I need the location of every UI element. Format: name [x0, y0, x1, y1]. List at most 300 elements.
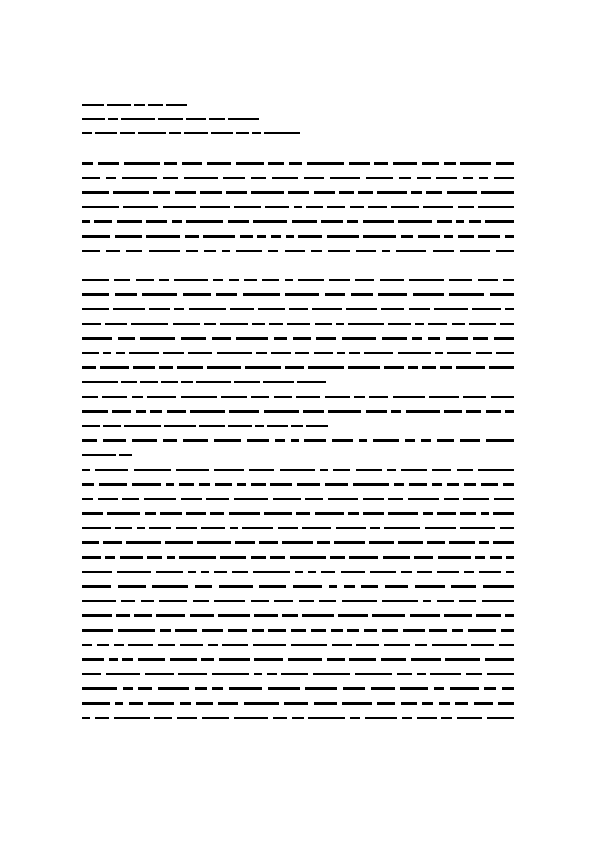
text-word: [302, 527, 331, 530]
text-line: [82, 302, 514, 317]
text-word: [417, 571, 432, 574]
text-word: [140, 381, 158, 384]
text-word: [156, 614, 185, 617]
text-line: [82, 535, 514, 550]
text-word: [228, 220, 249, 223]
text-word: [370, 571, 396, 574]
text-word: [296, 396, 320, 399]
text-word: [423, 206, 453, 209]
text-word: [383, 556, 410, 559]
text-word: [207, 162, 231, 165]
text-word: [132, 439, 157, 442]
text-word: [114, 644, 124, 647]
text-word: [401, 469, 427, 472]
text-word: [369, 541, 394, 544]
text-word: [391, 206, 419, 209]
text-word: [271, 235, 281, 238]
text-word: [82, 425, 100, 428]
text-word: [336, 323, 344, 326]
text-word: [296, 512, 310, 515]
text-word: [437, 220, 452, 223]
text-word: [82, 366, 96, 369]
text-word: [223, 177, 245, 180]
text-word: [432, 469, 451, 472]
text-word: [176, 527, 197, 530]
text-word: [313, 673, 350, 676]
text-word: [82, 541, 99, 544]
paragraph: [82, 462, 514, 725]
text-word: [82, 629, 113, 632]
text-word: [82, 337, 112, 340]
text-word: [368, 206, 387, 209]
text-line: [82, 258, 514, 273]
text-word: [327, 235, 359, 238]
text-word: [446, 337, 468, 340]
text-word: [329, 585, 337, 588]
text-word: [234, 381, 260, 384]
text-word: [447, 483, 459, 486]
text-word: [422, 162, 439, 165]
text-word: [496, 162, 514, 165]
text-word: [158, 118, 183, 121]
text-word: [236, 250, 262, 253]
text-word: [430, 673, 461, 676]
text-word: [325, 293, 345, 296]
text-word: [264, 410, 299, 413]
text-word: [252, 629, 264, 632]
text-word: [136, 279, 154, 282]
text-word: [342, 702, 372, 705]
text-word: [228, 425, 252, 428]
text-word: [437, 571, 459, 574]
text-word: [213, 279, 223, 282]
text-word: [295, 352, 309, 355]
text-word: [384, 366, 404, 369]
text-word: [268, 250, 278, 253]
text-word: [184, 132, 208, 135]
text-word: [505, 410, 514, 413]
text-word: [487, 717, 514, 720]
text-word: [278, 527, 298, 530]
text-word: [272, 177, 298, 180]
text-line: [82, 696, 514, 711]
text-word: [422, 702, 433, 705]
text-word: [230, 308, 254, 311]
text-word: [506, 556, 514, 559]
text-word: [82, 308, 109, 311]
text-word: [460, 527, 495, 530]
text-line: [82, 375, 514, 390]
text-word: [354, 396, 365, 399]
text-word: [94, 220, 112, 223]
text-word: [411, 658, 441, 661]
text-word: [447, 352, 471, 355]
text-word: [337, 352, 345, 355]
text-word: [377, 191, 407, 194]
text-word: [415, 644, 427, 647]
text-word: [240, 235, 253, 238]
text-word: [105, 323, 127, 326]
header-line: [82, 112, 342, 126]
text-word: [485, 220, 514, 223]
text-word: [121, 118, 155, 121]
text-word: [438, 556, 471, 559]
text-word: [179, 556, 216, 559]
text-word: [417, 177, 431, 180]
text-word: [312, 308, 342, 311]
text-word: [214, 571, 227, 574]
text-word: [228, 629, 247, 632]
text-word: [289, 308, 308, 311]
text-word: [257, 235, 266, 238]
text-word: [350, 717, 360, 720]
text-word: [202, 629, 223, 632]
text-word: [363, 220, 394, 223]
text-word: [82, 687, 117, 690]
text-word: [82, 527, 111, 530]
text-word: [271, 352, 291, 355]
text-word: [82, 439, 97, 442]
text-word: [307, 162, 344, 165]
text-word: [247, 439, 269, 442]
text-word: [365, 717, 397, 720]
text-line: [82, 185, 514, 200]
text-word: [221, 396, 247, 399]
text-word: [184, 177, 218, 180]
text-word: [196, 381, 231, 384]
paragraph: [82, 433, 514, 462]
text-word: [333, 469, 350, 472]
text-word: [479, 541, 489, 544]
text-word: [263, 381, 294, 384]
text-word: [292, 220, 317, 223]
text-word: [293, 337, 311, 340]
text-word: [154, 717, 172, 720]
text-word: [314, 352, 333, 355]
text-word: [201, 527, 225, 530]
text-word: [158, 687, 189, 690]
text-word: [371, 687, 395, 690]
text-word: [186, 220, 223, 223]
text-word: [214, 600, 245, 603]
text-word: [311, 250, 322, 253]
text-word: [270, 556, 285, 559]
text-word: [401, 235, 413, 238]
text-word: [415, 585, 445, 588]
text-word: [402, 717, 412, 720]
text-word: [303, 410, 324, 413]
text-word: [82, 702, 110, 705]
text-word: [123, 687, 133, 690]
text-word: [97, 644, 109, 647]
text-word: [204, 323, 216, 326]
text-word: [304, 439, 326, 442]
text-word: [188, 352, 212, 355]
text-word: [281, 673, 308, 676]
text-word: [349, 162, 370, 165]
text-word: [291, 629, 306, 632]
text-line: [82, 390, 514, 405]
text-word: [503, 279, 514, 282]
text-word: [199, 483, 210, 486]
text-word: [299, 600, 314, 603]
text-word: [363, 512, 384, 515]
text-word: [103, 425, 121, 428]
text-line: [82, 214, 514, 229]
text-word: [356, 469, 382, 472]
text-word: [235, 541, 255, 544]
text-word: [444, 235, 453, 238]
text-word: [381, 658, 406, 661]
text-word: [445, 658, 480, 661]
text-word: [216, 293, 237, 296]
text-word: [177, 366, 203, 369]
header-line: [82, 98, 342, 112]
text-line: [82, 623, 514, 638]
text-word: [189, 308, 226, 311]
paragraph: [82, 390, 514, 434]
text-word: [316, 337, 336, 340]
text-word: [236, 337, 268, 340]
text-word: [252, 323, 265, 326]
text-word: [494, 498, 514, 501]
text-word: [228, 118, 259, 121]
text-word: [113, 308, 145, 311]
text-line: [82, 667, 514, 682]
text-word: [267, 425, 288, 428]
text-word: [242, 527, 273, 530]
text-word: [409, 483, 427, 486]
text-word: [327, 658, 345, 661]
text-word: [182, 162, 202, 165]
text-word: [161, 381, 178, 384]
text-word: [474, 702, 493, 705]
text-word: [234, 498, 268, 501]
text-word: [308, 717, 345, 720]
text-word: [117, 220, 142, 223]
text-word: [364, 629, 377, 632]
text-word: [406, 410, 440, 413]
text-line: [82, 711, 514, 726]
text-word: [483, 585, 514, 588]
text-word: [134, 469, 171, 472]
text-line: [82, 404, 514, 419]
text-word: [158, 644, 175, 647]
text-word: [183, 293, 211, 296]
text-line: [82, 433, 514, 448]
text-word: [147, 556, 162, 559]
text-word: [447, 191, 477, 194]
text-word: [397, 673, 412, 676]
text-word: [82, 396, 98, 399]
text-word: [288, 191, 309, 194]
text-line: [82, 171, 514, 186]
text-word: [478, 206, 514, 209]
text-word: [505, 308, 514, 311]
text-word: [179, 483, 194, 486]
text-word: [82, 673, 101, 676]
text-word: [469, 323, 496, 326]
text-word: [176, 469, 209, 472]
text-word: [116, 352, 125, 355]
text-word: [302, 614, 334, 617]
text-word: [122, 498, 139, 501]
text-word: [315, 512, 344, 515]
text-word: [426, 191, 442, 194]
text-word: [148, 702, 174, 705]
text-word: [116, 614, 130, 617]
text-word: [166, 104, 187, 107]
text-word: [415, 323, 424, 326]
text-word: [236, 132, 249, 135]
text-word: [369, 396, 388, 399]
text-word: [82, 410, 108, 413]
text-word: [434, 687, 444, 690]
text-word: [193, 600, 209, 603]
text-word: [212, 687, 223, 690]
text-word: [463, 498, 489, 501]
text-word: [479, 177, 488, 180]
text-word: [82, 191, 109, 194]
text-word: [463, 396, 486, 399]
text-word: [393, 396, 425, 399]
text-line: [82, 331, 514, 346]
text-word: [264, 132, 300, 135]
text-word: [82, 352, 99, 355]
text-word: [290, 556, 326, 559]
text-word: [186, 250, 198, 253]
text-word: [178, 673, 207, 676]
text-word: [222, 250, 230, 253]
text-word: [473, 337, 488, 340]
text-word: [349, 352, 360, 355]
text-word: [201, 658, 214, 661]
text-word: [251, 483, 266, 486]
text-word: [444, 498, 459, 501]
text-word: [117, 571, 151, 574]
text-line: [82, 419, 514, 434]
text-word: [150, 410, 162, 413]
text-word: [275, 439, 285, 442]
text-word: [108, 118, 118, 121]
text-word: [321, 571, 335, 574]
text-word: [82, 118, 105, 121]
text-word: [460, 162, 491, 165]
text-word: [124, 162, 160, 165]
text-word: [232, 571, 248, 574]
text-word: [294, 206, 302, 209]
text-word: [98, 162, 119, 165]
text-word: [209, 118, 225, 121]
text-word: [132, 483, 161, 486]
text-word: [146, 235, 180, 238]
text-word: [468, 629, 496, 632]
text-word: [82, 279, 109, 282]
text-word: [82, 177, 100, 180]
text-word: [460, 250, 490, 253]
text-word: [291, 644, 327, 647]
text-line: [82, 492, 514, 507]
text-word: [304, 177, 324, 180]
text-word: [245, 366, 281, 369]
text-word: [370, 527, 380, 530]
text-word: [491, 396, 514, 399]
text-word: [222, 644, 248, 647]
text-word: [82, 250, 100, 253]
text-word: [169, 132, 181, 135]
text-word: [82, 469, 90, 472]
text-word: [181, 498, 202, 501]
text-word: [355, 673, 392, 676]
text-word: [384, 527, 420, 530]
text-word: [421, 439, 431, 442]
text-word: [175, 191, 196, 194]
text-word: [226, 191, 247, 194]
text-word: [317, 541, 330, 544]
text-word: [146, 220, 167, 223]
text-word: [181, 381, 193, 384]
text-word: [181, 337, 206, 340]
text-word: [349, 658, 376, 661]
text-word: [400, 687, 428, 690]
document-header: [82, 98, 342, 140]
text-word: [163, 352, 184, 355]
text-word: [186, 118, 206, 121]
text-word: [121, 600, 135, 603]
text-word: [167, 410, 186, 413]
text-word: [140, 337, 175, 340]
text-word: [163, 439, 177, 442]
text-word: [501, 629, 514, 632]
text-word: [251, 396, 269, 399]
text-word: [505, 235, 514, 238]
text-line: [82, 594, 514, 609]
text-word: [282, 541, 313, 544]
text-word: [478, 279, 498, 282]
text-line: [82, 638, 514, 653]
text-word: [334, 541, 365, 544]
text-word: [393, 162, 417, 165]
text-word: [218, 702, 238, 705]
text-word: [138, 132, 166, 135]
text-word: [287, 323, 310, 326]
text-word: [273, 498, 301, 501]
text-word: [339, 191, 354, 194]
text-word: [441, 717, 452, 720]
text-word: [229, 687, 262, 690]
text-word: [391, 410, 401, 413]
text-word: [289, 162, 302, 165]
paragraph: [82, 156, 514, 273]
text-word: [280, 469, 315, 472]
text-word: [363, 498, 384, 501]
text-word: [137, 527, 145, 530]
header-line: [82, 126, 342, 140]
text-word: [95, 717, 109, 720]
text-word: [195, 687, 207, 690]
text-word: [197, 541, 231, 544]
text-word: [190, 410, 225, 413]
text-word: [433, 250, 454, 253]
text-word: [118, 629, 155, 632]
text-word: [159, 279, 169, 282]
text-word: [134, 614, 152, 617]
text-word: [328, 410, 361, 413]
text-word: [410, 614, 440, 617]
text-word: [364, 352, 393, 355]
text-word: [437, 600, 454, 603]
text-word: [401, 571, 412, 574]
